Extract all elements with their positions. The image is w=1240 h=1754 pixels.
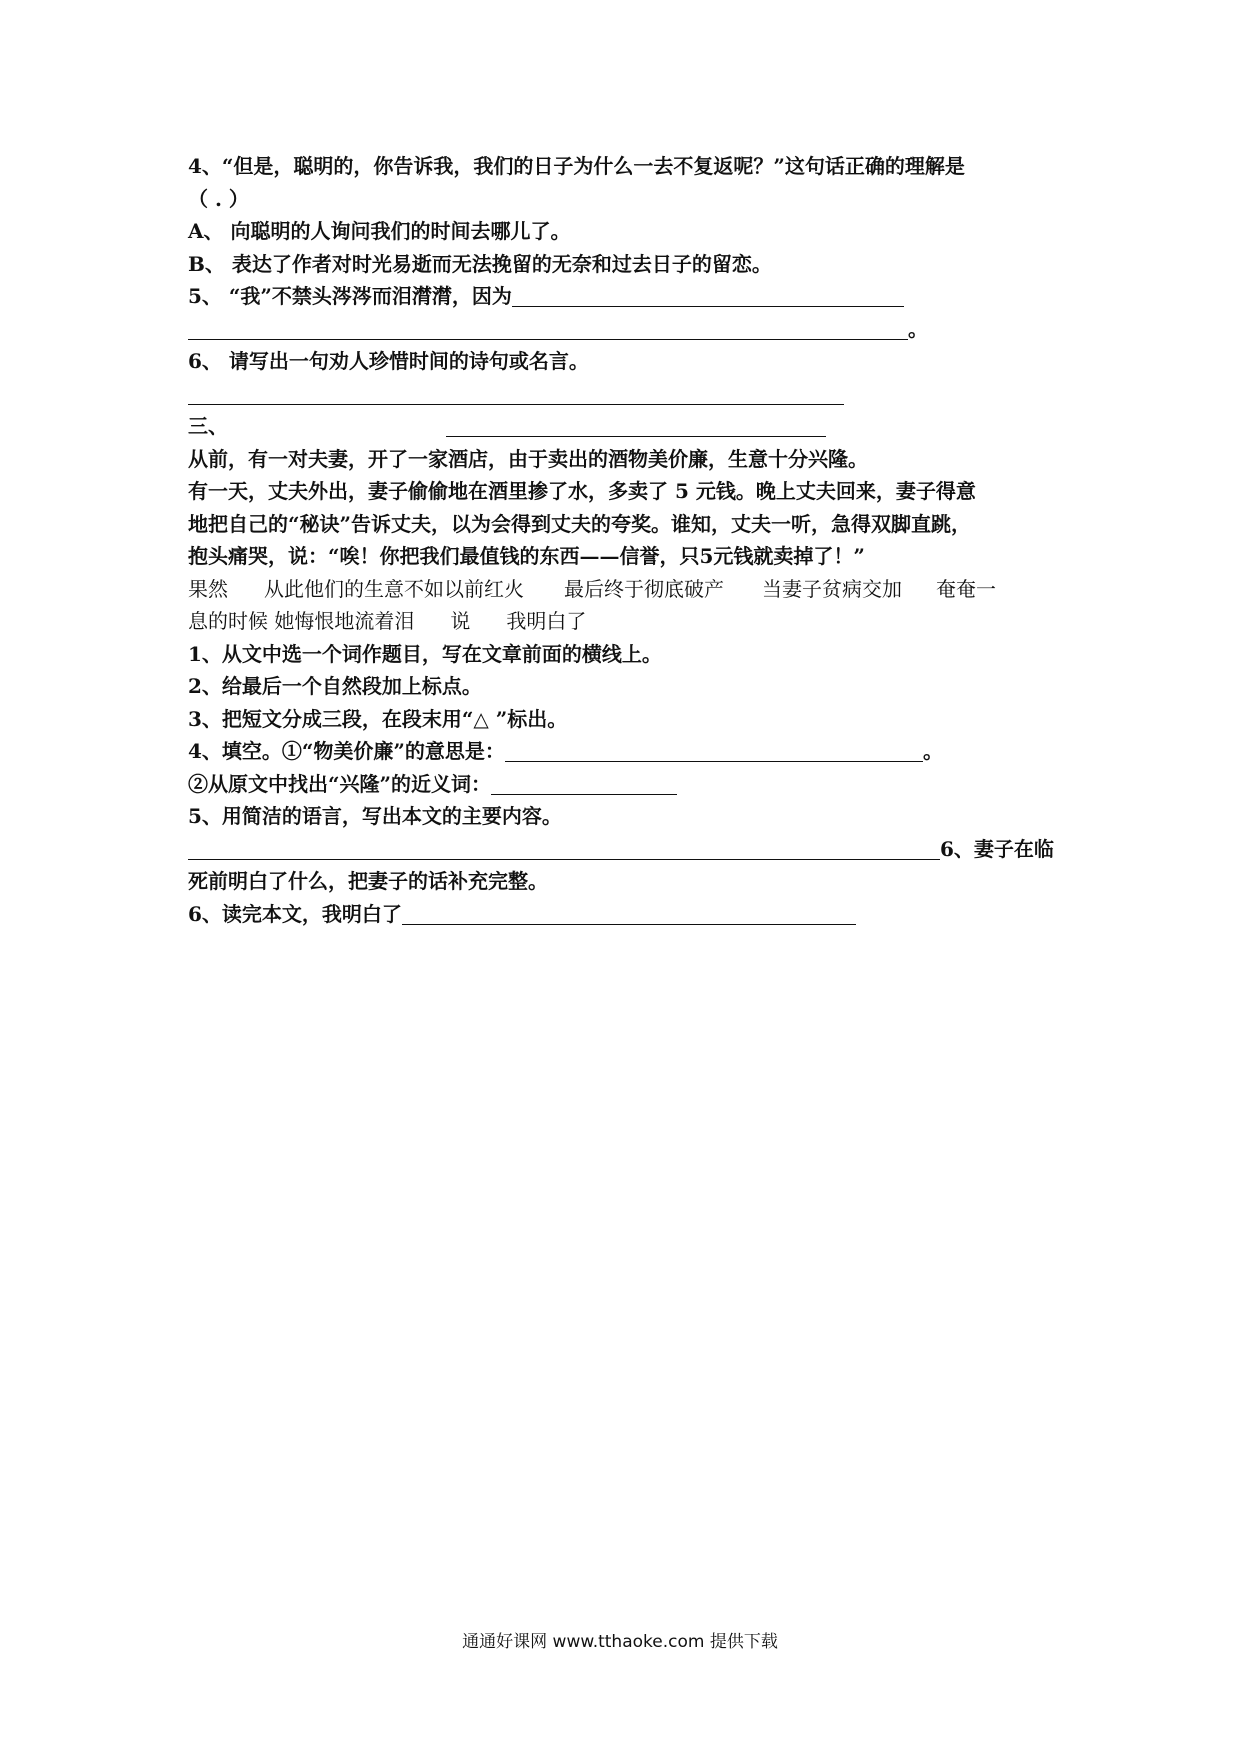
question-5	[188, 280, 1068, 313]
section-3-heading: 三、	[188, 414, 228, 438]
para3-fragment: 果然	[188, 576, 228, 601]
worksheet-page	[188, 150, 1068, 930]
question-6b-text: 6、读完本文，我明白了	[188, 901, 402, 926]
synonym-blank[interactable]	[491, 772, 677, 795]
passage-para-2-line-3: 抱头痛哭，说：“唉！你把我们最值钱的东西——信誉，只5元钱就卖掉了！”	[188, 544, 865, 568]
passage-para-3-line-1	[188, 573, 1068, 606]
question-4-part-1-text: 4、填空。①“物美价廉”的意思是：	[188, 739, 505, 763]
question-4-end-mark: 。	[922, 739, 943, 763]
section-3-heading-row	[188, 410, 1068, 443]
para3-fragment: 我明白了	[506, 609, 587, 633]
section-3-question-5: 5、用简洁的语言，写出本文的主要内容。	[188, 804, 562, 828]
section-3-question-4	[188, 735, 1068, 768]
para3-fragment: 最后终于彻底破产	[564, 576, 724, 601]
section-3-question-3: 3、把短文分成三段，在段末用“△ ”标出。	[188, 706, 568, 731]
section-3-question-6a-line-2: 死前明白了什么，把妻子的话补充完整。	[188, 869, 548, 893]
question-5-text: 5、 “我”不禁头涔涔而泪潸潸，因为	[188, 284, 512, 308]
question-5-end-mark: 。	[908, 316, 928, 341]
meaning-blank[interactable]	[505, 739, 923, 762]
para3-fragment: 从此他们的生意不如以前红火	[264, 576, 524, 601]
passage-para-2-line-2: 地把自己的“秘诀”告诉丈夫，以为会得到丈夫的夸奖。谁知，丈夫一听，急得双脚直跳，	[188, 511, 972, 536]
question-5-blank[interactable]	[512, 284, 904, 307]
question-6-blank[interactable]	[188, 382, 844, 405]
para3-fragment: 奄奄一	[936, 576, 996, 601]
title-blank[interactable]	[446, 414, 826, 437]
section-3-question-1: 1、从文中选一个词作题目，写在文章前面的横线上。	[188, 641, 662, 666]
para3-fragment: 说	[450, 609, 471, 633]
para3-fragment: 息的时候 她悔恨地流着泪	[188, 609, 415, 633]
question-4-part-2-text: ②从原文中找出“兴隆”的近义词：	[188, 771, 492, 796]
section-3-question-6b	[188, 898, 1068, 931]
question-6a-start: 6、妻子在临	[940, 836, 1054, 861]
section-3-question-5-answer-row	[188, 833, 1068, 866]
footer-credit: 通通好课网 www.tthaoke.com 提供下载	[462, 1632, 778, 1652]
question-5-continuation	[188, 313, 1068, 346]
section-3-question-4-part-2	[188, 768, 1068, 801]
passage-para-1: 从前，有一对夫妻，开了一家酒店，由于卖出的酒物美价廉，生意十分兴隆。	[188, 446, 868, 471]
understanding-blank[interactable]	[402, 902, 856, 925]
question-4-option-b: B、 表达了作者对时光易逝而无法挽留的无奈和过去日子的留恋。	[188, 251, 772, 276]
passage-para-2-line-1: 有一天，丈夫外出，妻子偷偷地在酒里掺了水，多卖了 5 元钱。晚上丈夫回来，妻子得意	[188, 479, 976, 503]
question-6-answer	[188, 378, 1068, 411]
main-content-blank[interactable]	[188, 837, 940, 860]
question-5-blank-line2[interactable]	[188, 317, 908, 340]
question-4-option-a: A、 向聪明的人询问我们的时间去哪儿了。	[188, 219, 571, 243]
question-4-answer-paren: （ . ）	[188, 186, 249, 211]
question-6-text: 6、 请写出一句劝人珍惜时间的诗句或名言。	[188, 349, 589, 373]
passage-para-3-line-2	[188, 605, 1068, 638]
para3-fragment: 当妻子贫病交加	[762, 576, 902, 601]
question-4-text: 4、“但是，聪明的，你告诉我，我们的日子为什么一去不复返呢？”这句话正确的理解是	[188, 154, 965, 178]
section-3-question-2: 2、给最后一个自然段加上标点。	[188, 674, 482, 698]
